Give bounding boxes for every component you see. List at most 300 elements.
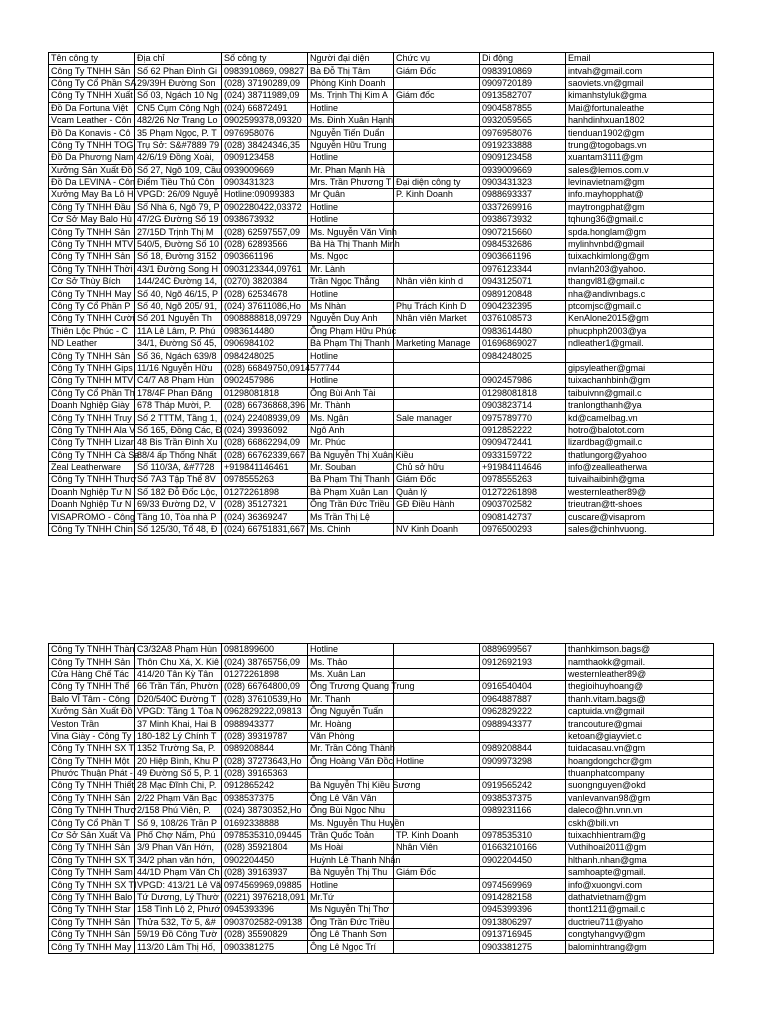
cell-address: Số 125/30, Tổ 48, Đ	[135, 523, 222, 535]
cell-representative: Hotline	[308, 375, 394, 387]
cell-address: C3/32A8 Phạm Hùn	[135, 644, 222, 656]
cell-position	[394, 263, 480, 275]
cell-company-phone: 0902204450	[222, 854, 308, 866]
cell-email: ndleather1@gmail.	[566, 337, 714, 349]
cell-company-phone: (024) 38730352,Ho	[222, 805, 308, 817]
cell-mobile: 0903661196	[480, 251, 566, 263]
cell-representative: Ms. Nguyễn Thu Huyền	[308, 817, 394, 829]
cell-company-phone: (028) 66762339,667	[222, 449, 308, 461]
cell-company-phone: (024) 22408939,09	[222, 412, 308, 424]
cell-company-phone: (028) 35921804	[222, 842, 308, 854]
cell-representative: Hotline	[308, 644, 394, 656]
cell-email: namthaokk@gmail.	[566, 656, 714, 668]
table-row	[49, 461, 714, 473]
cell-mobile	[480, 817, 566, 829]
cell-address: VPGD: 413/21 Lê Vă	[135, 879, 222, 891]
cell-mobile: 0907215660	[480, 226, 566, 238]
cell-representative: Ông Hoàng Văn Đồc	[308, 755, 394, 767]
cell-email: xuantam3111@gm	[566, 152, 714, 164]
cell-address: 144/24C Đường 14,	[135, 276, 222, 288]
cell-position	[394, 805, 480, 817]
cell-representative: Mr. Lành	[308, 263, 394, 275]
cell-position	[394, 743, 480, 755]
cell-company-phone: 01272261898	[222, 486, 308, 498]
table-row	[49, 730, 714, 742]
table-row	[49, 854, 714, 866]
cell-position	[394, 214, 480, 226]
cell-mobile: 0909472441	[480, 437, 566, 449]
table-row	[49, 337, 714, 349]
cell-address: Thôn Chu Xá, X. Kiê	[135, 656, 222, 668]
cell-company-name: Công Ty TNHH Đầu	[49, 201, 135, 213]
table-row	[49, 780, 714, 792]
cell-mobile: 0938537375	[480, 792, 566, 804]
cell-email: cuscare@visaprom	[566, 511, 714, 523]
table-row	[49, 718, 714, 730]
cell-company-name: VISAPROMO - Công	[49, 511, 135, 523]
header-email: Email	[566, 53, 714, 65]
cell-company-name: Doanh Nghiệp Tư N	[49, 499, 135, 511]
cell-company-name: Công Ty TNHH Thiết	[49, 780, 135, 792]
cell-company-name: Xưởng Sản Xuất Đồ	[49, 705, 135, 717]
cell-company-name: Công Ty TNHH Sản	[49, 656, 135, 668]
table-row	[49, 941, 714, 953]
cell-representative: Văn Phòng	[308, 730, 394, 742]
cell-mobile: 0909973298	[480, 755, 566, 767]
cell-mobile: 0938673932	[480, 214, 566, 226]
cell-position	[394, 854, 480, 866]
cell-address: 44/1D Phạm Văn Ch	[135, 867, 222, 879]
cell-position	[394, 941, 480, 953]
cell-company-name: Công Ty TNHH MTV	[49, 238, 135, 250]
cell-email: gipsyleather@gmai	[566, 362, 714, 374]
table-row	[49, 127, 714, 139]
cell-address: Số 9, 108/26 Trần P	[135, 817, 222, 829]
cell-company-phone: 0988943377	[222, 718, 308, 730]
cell-email: nha@andivnbags.c	[566, 288, 714, 300]
cell-company-phone: (028) 62893566	[222, 238, 308, 250]
cell-email: tuivaihaibinh@gma	[566, 474, 714, 486]
cell-company-name: Công Ty TNHH Một	[49, 755, 135, 767]
cell-mobile: 0916540404	[480, 681, 566, 693]
cell-representative: Ông Trương Quang Trung	[308, 681, 394, 693]
cell-mobile: 0974569969	[480, 879, 566, 891]
cell-company-phone: 0939009669	[222, 164, 308, 176]
cell-company-phone: (024) 36369247	[222, 511, 308, 523]
cell-email: lizardbag@gmail.c	[566, 437, 714, 449]
table-row	[49, 511, 714, 523]
cell-company-name: Công Ty TNHH SX T	[49, 743, 135, 755]
cell-position: GĐ Điều Hành	[394, 499, 480, 511]
table-row	[49, 362, 714, 374]
cell-mobile	[480, 867, 566, 879]
cell-position	[394, 127, 480, 139]
cell-company-phone: Hotline:09099383	[222, 189, 308, 201]
table-row	[49, 214, 714, 226]
cell-address: 113/20 Lâm Thị Hố,	[135, 941, 222, 953]
cell-company-phone: (024) 66751831,667	[222, 523, 308, 535]
cell-representative: Nguyễn Hữu Trung	[308, 139, 394, 151]
cell-email: spda.honglam@gm	[566, 226, 714, 238]
header-company-name: Tên công ty	[49, 53, 135, 65]
cell-position	[394, 387, 480, 399]
cell-representative: Nguyễn Duy Anh	[308, 313, 394, 325]
cell-position	[394, 916, 480, 928]
cell-representative: Ông Trần Đức Triều	[308, 499, 394, 511]
cell-company-phone: 0989208844	[222, 743, 308, 755]
cell-email: levinavietnam@gm	[566, 176, 714, 188]
cell-position	[394, 226, 480, 238]
cell-position	[394, 201, 480, 213]
cell-company-phone: (028) 37273643,Ho	[222, 755, 308, 767]
cell-email: kd@camelbag.vn	[566, 412, 714, 424]
header-address: Địa chỉ	[135, 53, 222, 65]
cell-email: congtyhangvy@gm	[566, 928, 714, 940]
table-row	[49, 164, 714, 176]
cell-address: Số 201 Nguyễn Th	[135, 313, 222, 325]
table-row	[49, 226, 714, 238]
cell-company-phone: 0909123458	[222, 152, 308, 164]
cell-mobile: 0989231166	[480, 805, 566, 817]
table-row	[49, 375, 714, 387]
cell-company-phone: 0902457986	[222, 375, 308, 387]
cell-company-phone: 0962829222,09813	[222, 705, 308, 717]
cell-email: ketoan@giayviet.c	[566, 730, 714, 742]
cell-representative: Mr. Phan Mạnh Hà	[308, 164, 394, 176]
table-row	[49, 486, 714, 498]
cell-email: suongnguyen@okd	[566, 780, 714, 792]
cell-mobile: 0945399396	[480, 904, 566, 916]
cell-email	[566, 350, 714, 362]
cell-address: VPGD: Tầng 1 Tòa N	[135, 705, 222, 717]
cell-company-name: Công Ty TNHH MTV	[49, 375, 135, 387]
cell-company-phone: 0974569969,09885	[222, 879, 308, 891]
cell-mobile: 0903431323	[480, 176, 566, 188]
cell-address: CN5 Cụm Công Ngh	[135, 102, 222, 114]
cell-mobile: 0989208844	[480, 743, 566, 755]
cell-position	[394, 904, 480, 916]
cell-mobile: 0913582707	[480, 90, 566, 102]
cell-representative: Ông Phạm Hữu Phúc	[308, 325, 394, 337]
table-row	[49, 879, 714, 891]
cell-company-name: Công Ty TNHH Sản	[49, 65, 135, 77]
cell-email: Vuthihoai2011@gm	[566, 842, 714, 854]
cell-mobile: 0962829222	[480, 705, 566, 717]
cell-position: Đại diện công ty	[394, 176, 480, 188]
cell-address: Số Nhà 6, Ngõ 79, P	[135, 201, 222, 213]
cell-company-name: Công Ty Cổ Phần Th	[49, 387, 135, 399]
cell-position	[394, 718, 480, 730]
cell-email: hotro@balotot.com	[566, 424, 714, 436]
cell-address: Số 165, Đồng Các, Đ	[135, 424, 222, 436]
cell-address: 482/26 Nơ Trang Lo	[135, 114, 222, 126]
cell-company-name: Công Ty TNHH Sản	[49, 842, 135, 854]
table-row	[49, 693, 714, 705]
cell-company-name: Doanh Nghiệp Giày	[49, 399, 135, 411]
cell-company-phone: 0983910869, 09827	[222, 65, 308, 77]
cell-address: 29/39H Đường Son	[135, 77, 222, 89]
cell-position: NV Kinh Doanh	[394, 523, 480, 535]
cell-representative: Ms Hoài	[308, 842, 394, 854]
cell-mobile: 0989120848	[480, 288, 566, 300]
cell-position: Nhân Viên	[394, 842, 480, 854]
cell-mobile: 01272261898	[480, 486, 566, 498]
cell-company-phone: 0984248025	[222, 350, 308, 362]
cell-address: Số 27, Ngõ 109, Cầu	[135, 164, 222, 176]
cell-address: 66 Trần Tấn, Phườn	[135, 681, 222, 693]
cell-representative: Bà Phạm Thị Thanh	[308, 337, 394, 349]
cell-company-phone: (024) 66872491	[222, 102, 308, 114]
cell-company-name: Zeal Leatherware	[49, 461, 135, 473]
cell-position	[394, 77, 480, 89]
cell-representative	[308, 767, 394, 779]
cell-representative: Trần Ngọc Thắng	[308, 276, 394, 288]
cell-company-phone: (028) 37610539,Ho	[222, 693, 308, 705]
cell-company-name: Công Ty Cổ Phần T	[49, 817, 135, 829]
cell-company-phone: 0983614480	[222, 325, 308, 337]
cell-address: 34/2 phan văn hớn,	[135, 854, 222, 866]
cell-representative: Ms. Xuân Lan	[308, 668, 394, 680]
cell-company-name: Công Ty TNHH Lizar	[49, 437, 135, 449]
cell-email: tqhung36@gmail.c	[566, 214, 714, 226]
cell-mobile: 0889699567	[480, 644, 566, 656]
cell-company-name: Công Ty TNHH Star	[49, 904, 135, 916]
cell-mobile: 0978555263	[480, 474, 566, 486]
cell-mobile: 0983614480	[480, 325, 566, 337]
table-row	[49, 350, 714, 362]
cell-company-name: Công Ty TNHH Xuất	[49, 90, 135, 102]
cell-email: westernleather89@	[566, 486, 714, 498]
table-row	[49, 829, 714, 841]
cell-company-name: Cửa Hàng Chế Tác	[49, 668, 135, 680]
table-row	[49, 325, 714, 337]
cell-email: tuixachkimlong@gm	[566, 251, 714, 263]
cell-position	[394, 693, 480, 705]
cell-company-phone: (028) 38424346,35	[222, 139, 308, 151]
table-row	[49, 399, 714, 411]
cell-address: 158 Tình Lộ 2, Phướ	[135, 904, 222, 916]
cell-representative: Ông Bùi Ngọc Nhu	[308, 805, 394, 817]
cell-company-phone: (028) 35590829	[222, 928, 308, 940]
cell-mobile: 0988943377	[480, 718, 566, 730]
cell-representative: Hotline	[308, 102, 394, 114]
cell-company-name: Veston Trần	[49, 718, 135, 730]
cell-mobile: 0913716945	[480, 928, 566, 940]
cell-email: samhoapte@gmail.	[566, 867, 714, 879]
cell-representative: Ông Bùi Anh Tài	[308, 387, 394, 399]
cell-company-phone: (024) 37611086,Ho	[222, 300, 308, 312]
cell-position	[394, 668, 480, 680]
table-row	[49, 842, 714, 854]
cell-address: 11A Lê Lâm, P. Phú	[135, 325, 222, 337]
cell-email: hanhdinhxuan1802	[566, 114, 714, 126]
cell-company-phone: 0908888818,09729	[222, 313, 308, 325]
cell-email: thanhkimson.bags@	[566, 644, 714, 656]
cell-mobile: 0914282158	[480, 891, 566, 903]
table-row	[49, 238, 714, 250]
table-row	[49, 152, 714, 164]
table-row	[49, 523, 714, 535]
cell-company-phone: 01272261898	[222, 668, 308, 680]
cell-email: thanh.vitam.bags@	[566, 693, 714, 705]
cell-address: 540/5, Đường Số 10	[135, 238, 222, 250]
cell-address: Phố Chợ Nấm, Phú	[135, 829, 222, 841]
cell-address: 59/19 Đồ Công Tườ	[135, 928, 222, 940]
cell-representative: Hotline	[308, 214, 394, 226]
cell-company-phone: 0945393396	[222, 904, 308, 916]
cell-mobile: 0933159722	[480, 449, 566, 461]
cell-position: Chủ sở hữu	[394, 461, 480, 473]
table-row	[49, 201, 714, 213]
table-row	[49, 904, 714, 916]
cell-company-phone: 01692338888	[222, 817, 308, 829]
cell-position: Giám đốc	[394, 90, 480, 102]
cell-mobile: 0984248025	[480, 350, 566, 362]
cell-representative: Bà Đỗ Thị Tâm	[308, 65, 394, 77]
cell-email: hoangdongchcr@gm	[566, 755, 714, 767]
cell-position	[394, 424, 480, 436]
cell-mobile	[480, 362, 566, 374]
cell-position: TP. Kinh Doanh	[394, 829, 480, 841]
cell-mobile: 0903702582	[480, 499, 566, 511]
cell-email: tranlongthanh@ya	[566, 399, 714, 411]
cell-company-name: Công Ty TNHH Sản	[49, 928, 135, 940]
cell-company-phone: +919841146461	[222, 461, 308, 473]
cell-company-name: Cơ Sở Sản Xuất Và	[49, 829, 135, 841]
cell-company-phone: (028) 39319787	[222, 730, 308, 742]
table-row	[49, 767, 714, 779]
cell-email: thegioihuyhoang@	[566, 681, 714, 693]
cell-mobile: 0376108573	[480, 313, 566, 325]
cell-representative: Ms Nhàn	[308, 300, 394, 312]
cell-email: KenAlone2015@gm	[566, 313, 714, 325]
cell-position	[394, 152, 480, 164]
cell-email: tienduan1902@gm	[566, 127, 714, 139]
cell-address: Số 62 Phan Đình Gi	[135, 65, 222, 77]
cell-position: Giám Đốc	[394, 65, 480, 77]
cell-company-phone: 0903702582-09138	[222, 916, 308, 928]
cell-address: 2/158 Phú Viên, P.	[135, 805, 222, 817]
cell-representative: Ông Trần Đức Triều	[308, 916, 394, 928]
cell-company-name: Đồ Da Konavis - Cô	[49, 127, 135, 139]
cell-representative: Ms. Đinh Xuân Hạnh	[308, 114, 394, 126]
cell-email: trancouture@gmai	[566, 718, 714, 730]
table-row	[49, 705, 714, 717]
table-row	[49, 681, 714, 693]
cell-company-phone: 0981899600	[222, 644, 308, 656]
cell-company-name: Công Ty TNHH Sản	[49, 251, 135, 263]
cell-representative: Mr. Thanh	[308, 693, 394, 705]
cell-representative: Ông Lê Thanh Sơn	[308, 928, 394, 940]
cell-company-phone: 01298081818	[222, 387, 308, 399]
cell-representative: Mr. Trần Công Thành	[308, 743, 394, 755]
cell-representative: Mr.Tứ	[308, 891, 394, 903]
cell-position	[394, 644, 480, 656]
cell-mobile	[480, 730, 566, 742]
cell-email: thangvl81@gmail.c	[566, 276, 714, 288]
cell-address: 27/15D Trịnh Thị M	[135, 226, 222, 238]
cell-mobile: 0976123344	[480, 263, 566, 275]
cell-position	[394, 288, 480, 300]
cell-company-name: Vcam Leather - Côn	[49, 114, 135, 126]
cell-address: 49 Đường Số 5, P. 1	[135, 767, 222, 779]
cell-address: 3/9 Phan Văn Hớn,	[135, 842, 222, 854]
cell-email: vanlevanvan98@gm	[566, 792, 714, 804]
cell-representative: Trần Quốc Toản	[308, 829, 394, 841]
cell-company-phone: 0902280422,03372	[222, 201, 308, 213]
table-row	[49, 928, 714, 940]
cell-mobile: 0903823714	[480, 399, 566, 411]
cell-address: VPGD: 26/09 Nguyễ	[135, 189, 222, 201]
cell-company-name: Công Ty TNHH Thời	[49, 263, 135, 275]
cell-position	[394, 325, 480, 337]
cell-mobile: 0913806297	[480, 916, 566, 928]
cell-representative: Ms. Nguyễn Văn Vinh	[308, 226, 394, 238]
cell-address: Tầng 10, Tòa nhà P	[135, 511, 222, 523]
cell-email: ductrieu711@yaho	[566, 916, 714, 928]
table-row	[49, 449, 714, 461]
cell-representative: Bà Phạm Xuân Lan	[308, 486, 394, 498]
cell-representative: Ngô Anh	[308, 424, 394, 436]
cell-company-name: Công Ty TNHH Sam	[49, 867, 135, 879]
cell-email: taibuivnn@gmail.c	[566, 387, 714, 399]
cell-company-name: Cơ Sở Thùy Bích	[49, 276, 135, 288]
cell-mobile: 0903381275	[480, 941, 566, 953]
cell-email: ptcomjsc@gmail.c	[566, 300, 714, 312]
cell-address: Số 40, Ngõ 46/15, P	[135, 288, 222, 300]
header-row	[49, 53, 714, 65]
table-row	[49, 65, 714, 77]
table-row	[49, 276, 714, 288]
table-row	[49, 867, 714, 879]
cell-address: Số 7A3 Tập Thể 8V	[135, 474, 222, 486]
cell-position: Quản lý	[394, 486, 480, 498]
cell-mobile: 0983910869	[480, 65, 566, 77]
cell-representative: Mr. Phúc	[308, 437, 394, 449]
cell-company-name: Đồ Da LEVINA - Côn	[49, 176, 135, 188]
cell-company-phone: (028) 37190289,09	[222, 77, 308, 89]
cell-email: trung@togobags.vn	[566, 139, 714, 151]
cell-email: tuixachhientram@g	[566, 829, 714, 841]
cell-mobile: 0975789770	[480, 412, 566, 424]
cell-mobile: 0909720189	[480, 77, 566, 89]
table-row	[49, 891, 714, 903]
cell-company-name: Cơ Sở May Balo Hù	[49, 214, 135, 226]
cell-representative: Bà Nguyễn Thị Thu	[308, 867, 394, 879]
cell-email: trieutran@tt-shoes	[566, 499, 714, 511]
cell-mobile: 0978535310	[480, 829, 566, 841]
cell-company-phone: (028) 39165363	[222, 767, 308, 779]
cell-email: nvlanh203@yahoo.	[566, 263, 714, 275]
cell-representative: Hotline	[308, 879, 394, 891]
table-row	[49, 176, 714, 188]
cell-company-name: Công Ty TNHH Sản	[49, 226, 135, 238]
cell-company-phone: (0221) 3976218,091	[222, 891, 308, 903]
cell-address: Số 110/3A, &#7728	[135, 461, 222, 473]
cell-position: Marketing Manage	[394, 337, 480, 349]
cell-mobile: 0908142737	[480, 511, 566, 523]
cell-position: Phụ Trách Kinh D	[394, 300, 480, 312]
cell-mobile	[480, 668, 566, 680]
cell-company-phone: 0903431323	[222, 176, 308, 188]
cell-representative: Bà Nguyễn Thị Kiều Sương	[308, 780, 394, 792]
table-row	[49, 263, 714, 275]
cell-company-name: Xưởng Sản Xuất Đồ	[49, 164, 135, 176]
cell-representative: Ms. Thảo	[308, 656, 394, 668]
table-row	[49, 656, 714, 668]
table-row	[49, 102, 714, 114]
cell-address: D20/540C Đường T	[135, 693, 222, 705]
